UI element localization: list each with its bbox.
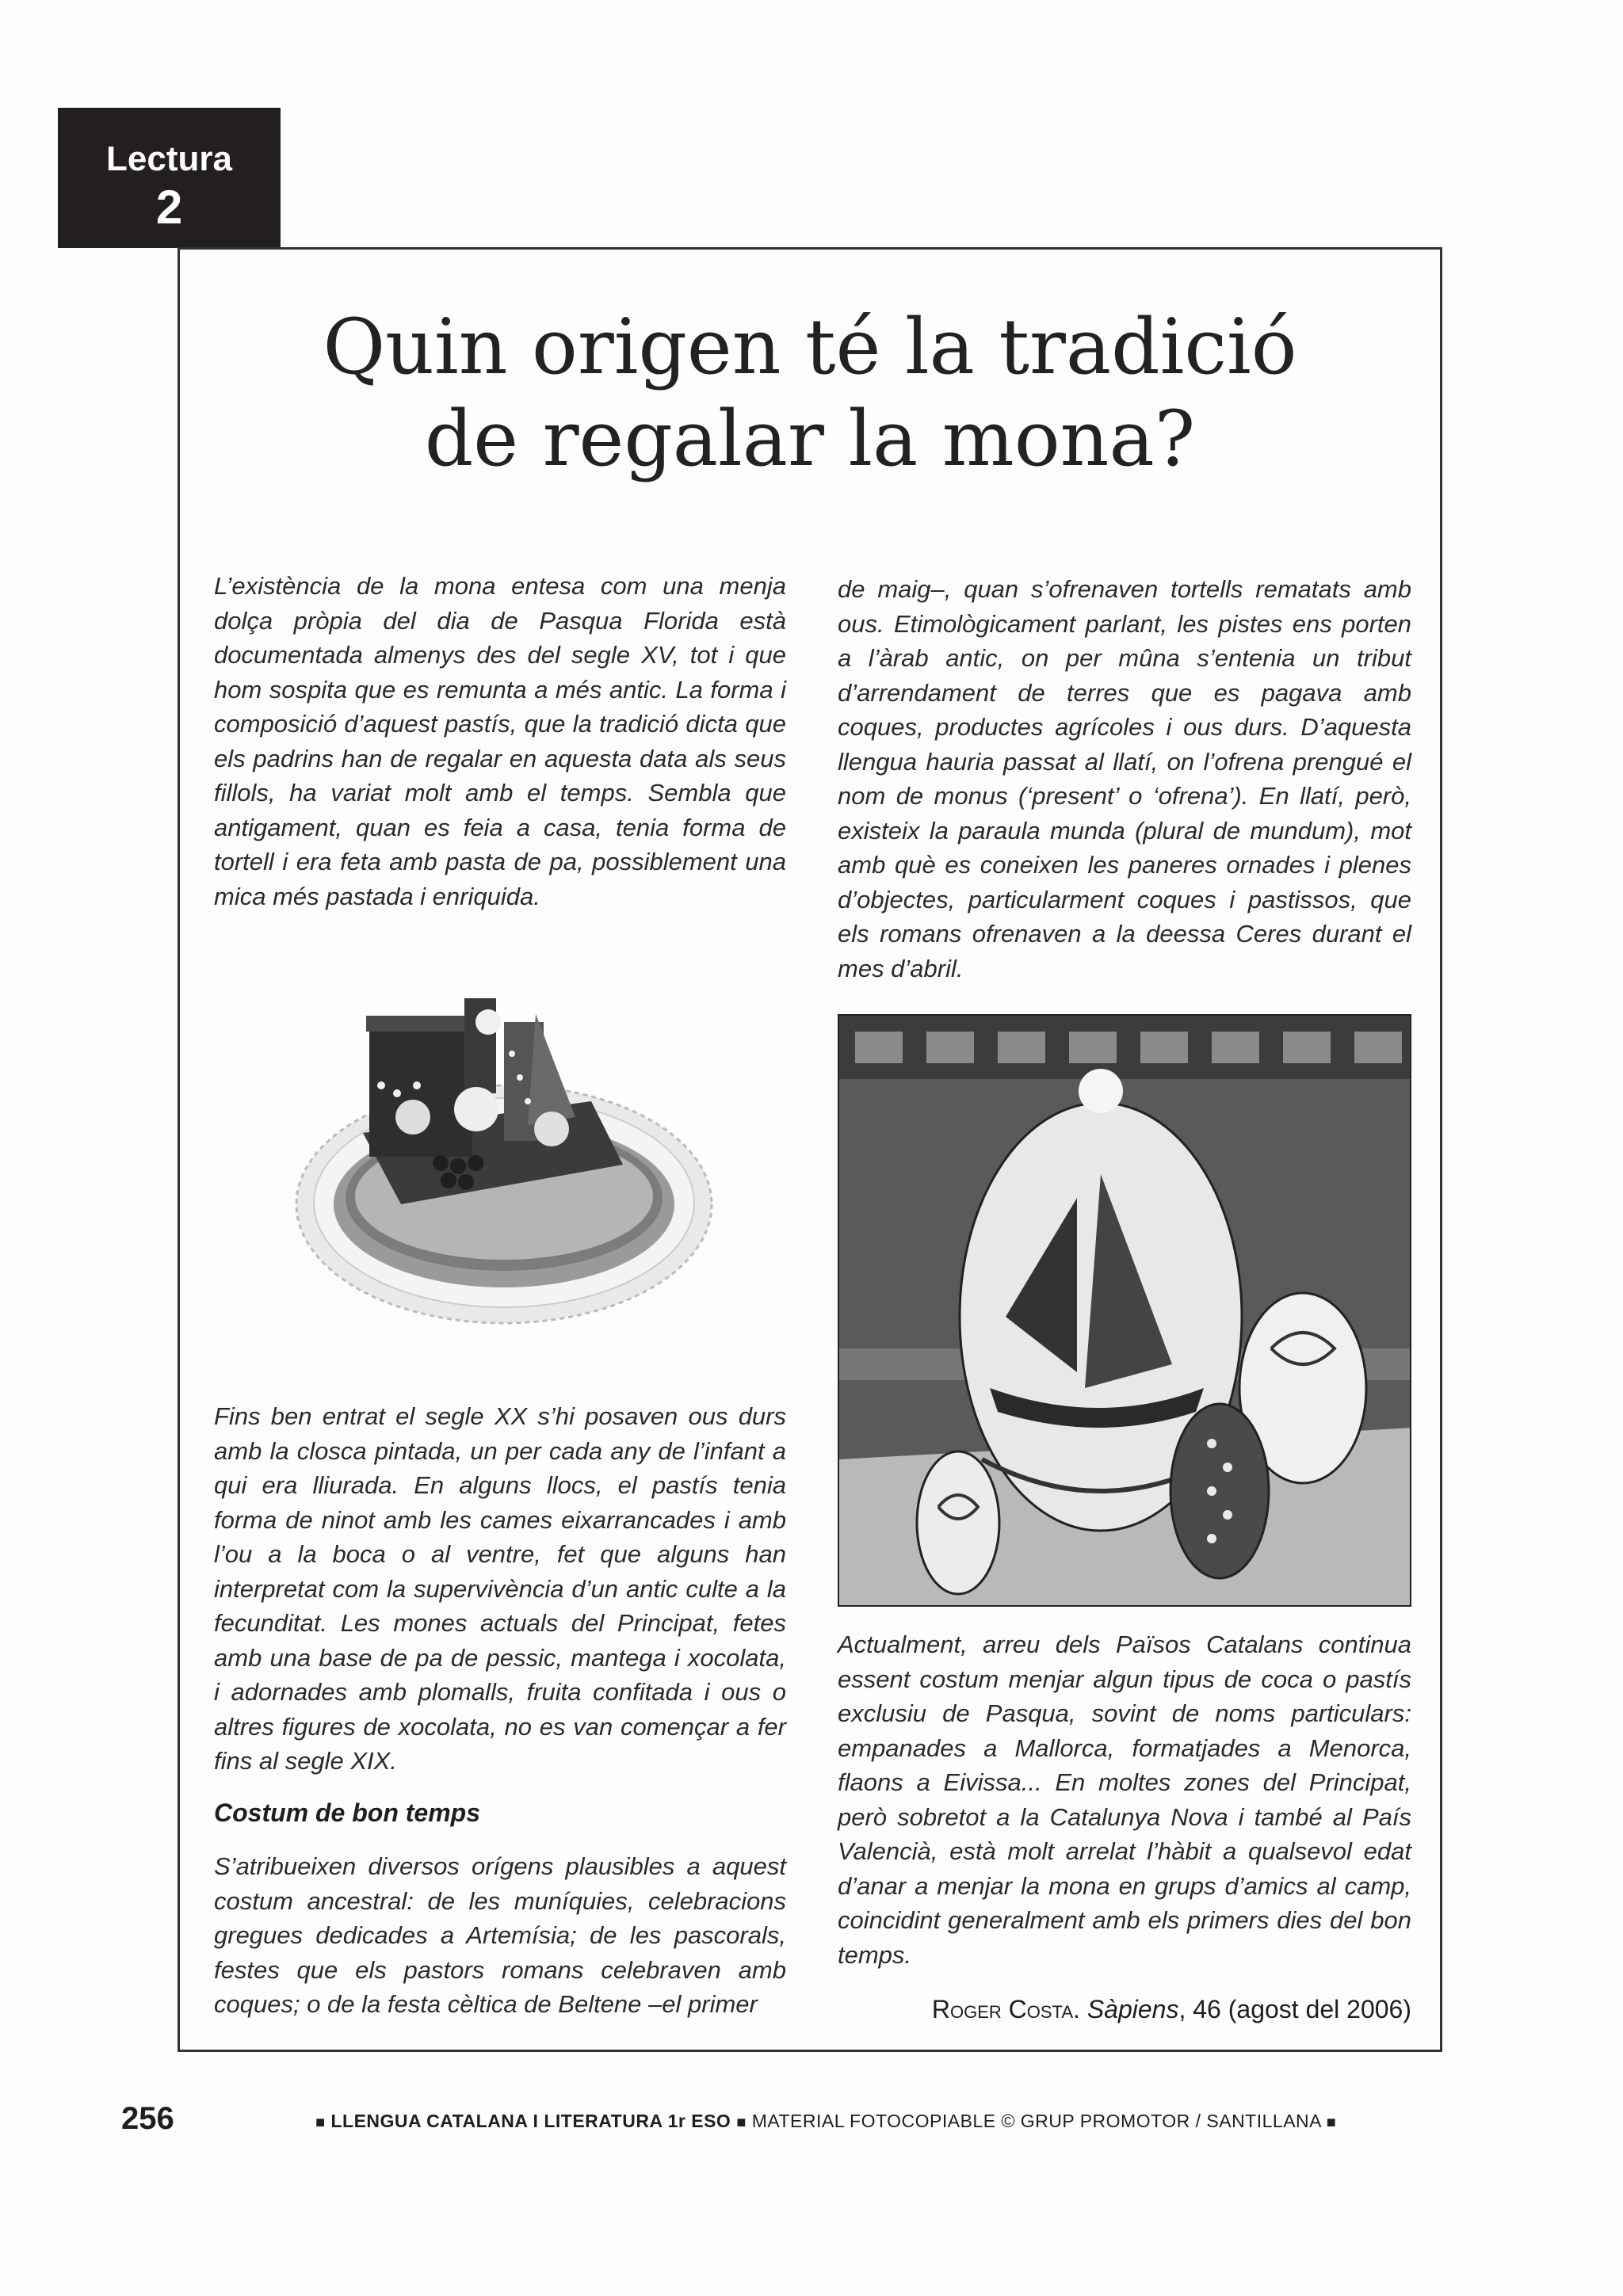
footer-line: ■ LLENGUA CATALANA I LITERATURA 1r ESO ■ MATERIAL FOTOCOPIABLE © GRUP PROMOTOR / SANTILLANA ■ <box>315 2111 1337 2131</box>
footer-book: LLENGUA CATALANA I LITERATURA 1r ESO <box>330 2111 731 2131</box>
paragraph-1: L’existència de la mona entesa com una menja dolça pròpia del dia de Pasqua Florida està documentada almenys des del segle XV, tot i que hom sospita que es remunta a més antic. La forma i composició d’aquest pastís, que la tradició dicta que els padrins han de regalar en aquesta data als seus fillols, ha variat molt amb el temps. Sembla que antigament, quan es feia a casa, tenia forma de tortell i era feta amb pasta de pa, possiblement una mica més pastada i enriquida. <box>214 572 786 910</box>
tab-number: 2 <box>155 181 183 234</box>
paragraph-col2-2: Actualment, arreu dels Països Catalans continua essent costum menjar algun tipus de coca o pastís exclusiu de Pasqua, sovint de noms particulars: empanades a Mallorca, formatjades a Menorca, flaons a Eivissa... En moltes zones del Principat, però sobretot a la Catalunya Nova i també al País Valencià, està molt arrelat l’hàbit a qualsevol edat d’anar a menjar la mona en grups d’amics al camp, coincidint generalment amb els primers dies del bon temps. <box>838 1630 1411 1969</box>
article-credit: Roger Costa. Sàpiens, 46 (agost del 2006) <box>931 1995 1411 2023</box>
title-line-1: Quin origen té la tradició <box>323 303 1297 391</box>
credit-author: Roger Costa <box>931 1995 1074 2023</box>
page-number: 256 <box>121 2101 174 2136</box>
decorated-eggs-photo <box>838 1014 1411 1607</box>
page-title <box>178 301 1442 485</box>
reading-tab <box>58 108 281 248</box>
title-line-2: de regalar la mona? <box>424 395 1196 483</box>
paragraph-3: S’atribueixen diversos orígens plausibles a aquest costum ancestral: de les muníquies, celebracions gregues dedicades a Artemísia; de les pascorals, festes que els pastors romans celebraven amb coques; o de la festa cèltica de Beltene –el primer <box>214 1852 786 2018</box>
credit-publication: Sàpiens <box>1086 1995 1179 2023</box>
mona-cake-image <box>290 967 718 1328</box>
paragraph-col2-1: de maig–, quan s’ofrenaven tortells rematats amb ous. Etimològicament parlant, les pistes ens porten a l’àrab antic, on per mûna s’entenia un tribut d’arrendament de terres que es pagava amb coques, productes agrícoles i ous durs. D’aquesta llengua hauria passat al llatí, on l’ofrena prengué el nom de monus (‘present’ o ‘ofrena’). En llatí, però, existeix la paraula munda (plural de mundum), mot amb què es coneixen les paneres ornades i plenes d’objectes, particularment coques i pastissos, que els romans ofrenaven a la deessa Ceres durant el mes d’abril. <box>838 575 1411 982</box>
credit-issue: , 46 (agost del 2006) <box>1178 1995 1411 2023</box>
section-subheading: Costum de bon temps <box>214 1798 481 1827</box>
footer-notice: MATERIAL FOTOCOPIABLE © GRUP PROMOTOR / SANTILLANA <box>751 2111 1321 2131</box>
tab-label: Lectura <box>106 139 232 178</box>
paragraph-2: Fins ben entrat el segle XX s’hi posaven ous durs amb la closca pintada, un per cada any de l’infant a qui era lliurada. En alguns llocs, el pastís tenia forma de ninot amb les cames eixarrancades i amb l’ou a la boca o al ventre, fet que alguns han interpretat com la supervivència d’un antic culte a la fecunditat. Les mones actuals del Principat, fetes amb una base de pa de pessic, mantega i xocolata, i adornades amb plomalls, fruita confitada i ous o altres figures de xocolata, no es van començar a fer fins al segle XIX. <box>214 1402 786 1775</box>
